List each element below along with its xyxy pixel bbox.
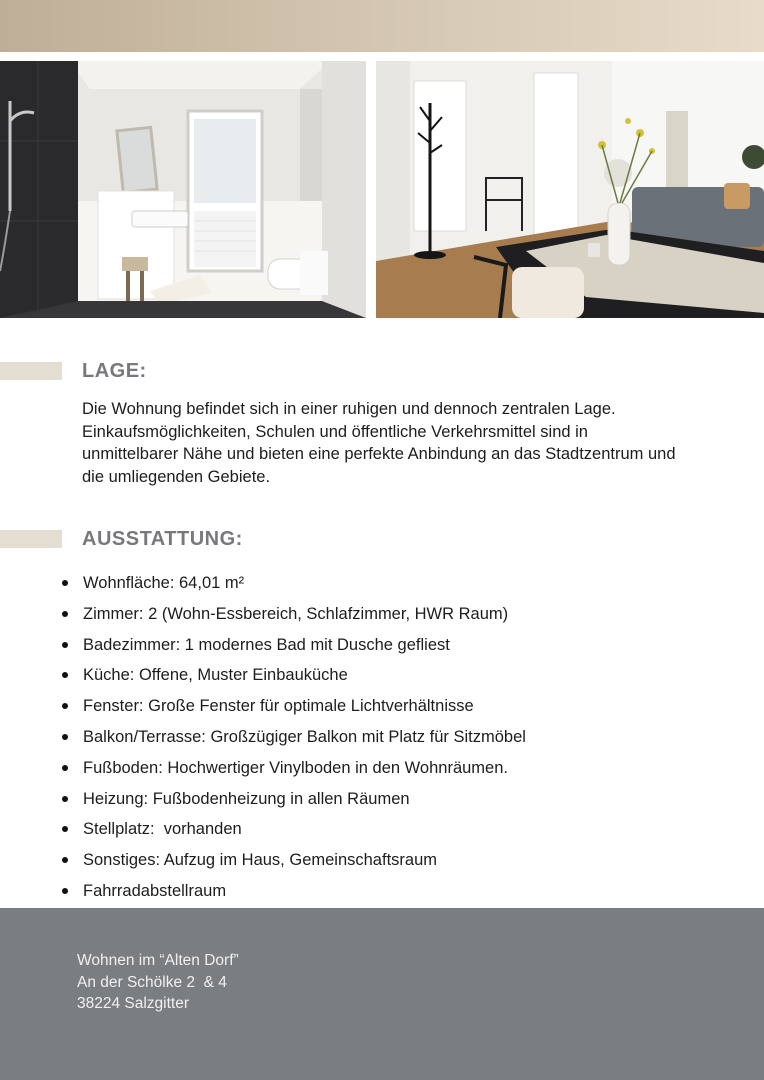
feature-list xyxy=(62,568,722,907)
street-address: An der Schölke 2 & 4 xyxy=(77,973,227,991)
feature-item: Fahrradabstellraum xyxy=(62,876,722,907)
footer xyxy=(0,908,764,1080)
bullet-icon xyxy=(62,765,68,771)
feature-item: Fenster: Große Fenster für optimale Lichtverhältnisse xyxy=(62,691,722,722)
address-block xyxy=(77,950,239,1015)
project-name: Wohnen im “Alten Dorf” xyxy=(77,952,239,969)
city-address: 38224 Salzgitter xyxy=(77,995,190,1012)
feature-item: Fußboden: Hochwertiger Vinylboden in den Wohnräumen. xyxy=(62,753,722,784)
bullet-icon xyxy=(62,888,68,894)
lage-heading: LAGE: xyxy=(82,360,147,382)
bullet-icon xyxy=(62,826,68,832)
bullet-icon xyxy=(62,734,68,740)
bullet-icon xyxy=(62,703,68,709)
lage-description: Die Wohnung befindet sich in einer ruhigen und dennoch zentralen Lage. Einkaufsmöglichkeiten, Schulen und öffentliche Verkehrsmittel sind in unmittelbarer Nähe und bieten eine perfekte Anbindung an das Stadtzentrum und die umliegenden Gebiete. xyxy=(82,400,676,486)
ausstattung-accent-bar xyxy=(0,530,62,548)
feature-item: Sonstiges: Aufzug im Haus, Gemeinschaftsraum xyxy=(62,845,722,876)
feature-item: Küche: Offene, Muster Einbauküche xyxy=(62,660,722,691)
bullet-icon xyxy=(62,857,68,863)
feature-item: Wohnfläche: 64,01 m² xyxy=(62,568,722,599)
feature-item: Badezimmer: 1 modernes Bad mit Dusche gefliest xyxy=(62,630,722,661)
feature-item: Stellplatz: vorhanden xyxy=(62,814,722,845)
feature-item: Zimmer: 2 (Wohn-Essbereich, Schlafzimmer, HWR Raum) xyxy=(62,599,722,630)
bullet-icon xyxy=(62,642,68,648)
bullet-icon xyxy=(62,611,68,617)
living-dining-photo xyxy=(376,61,764,318)
feature-item: Balkon/Terrasse: Großzügiger Balkon mit Platz für Sitzmöbel xyxy=(62,722,722,753)
bathroom-photo xyxy=(0,61,366,318)
ausstattung-heading: AUSSTATTUNG: xyxy=(82,528,243,550)
header-band xyxy=(0,0,764,52)
feature-item: Heizung: Fußbodenheizung in allen Räumen xyxy=(62,784,722,815)
bullet-icon xyxy=(62,796,68,802)
bullet-icon xyxy=(62,580,68,586)
bullet-icon xyxy=(62,672,68,678)
lage-accent-bar xyxy=(0,362,62,380)
